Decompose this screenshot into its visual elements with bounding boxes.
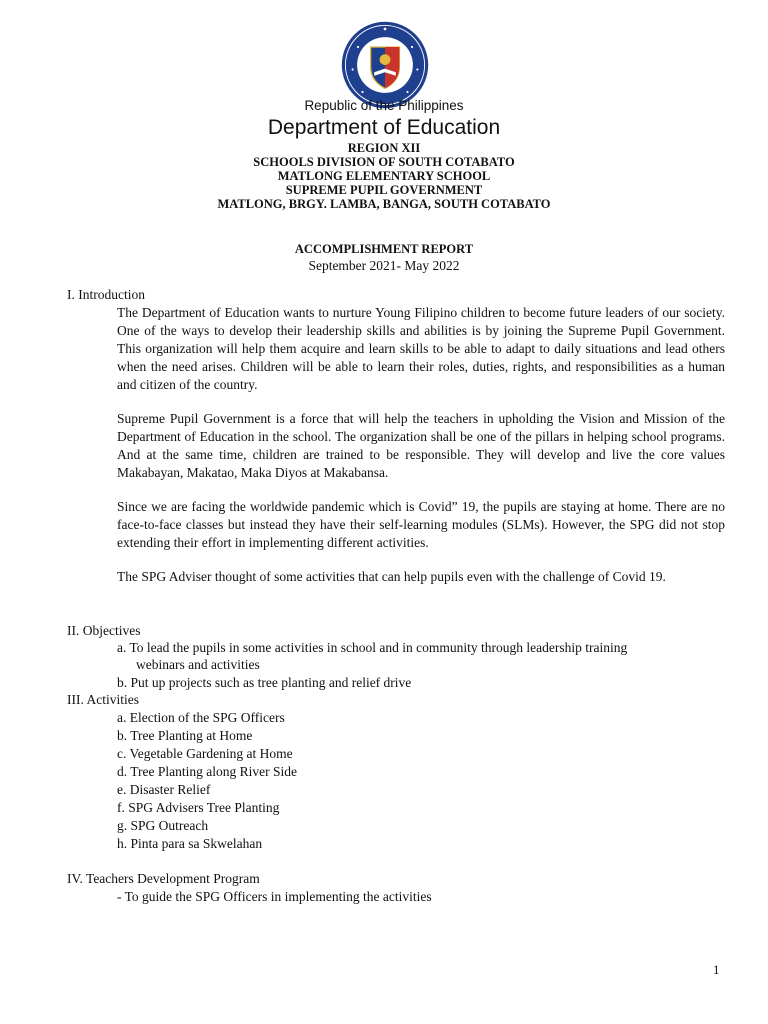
objective-item-continuation: webinars and activities: [136, 657, 260, 672]
objectives-heading: II. Objectives: [67, 623, 141, 638]
page-number: 1: [713, 962, 720, 977]
activity-item: a. Election of the SPG Officers: [117, 710, 285, 725]
activity-item: g. SPG Outreach: [117, 818, 209, 833]
report-period: September 2021- May 2022: [308, 258, 460, 273]
activity-item: d. Tree Planting along River Side: [117, 764, 297, 779]
teachers-development-item: - To guide the SPG Officers in implementing the activities: [117, 889, 432, 904]
introduction-heading: I. Introduction: [67, 287, 145, 302]
address-line: MATLONG, BRGY. LAMBA, BANGA, SOUTH COTABATO: [217, 197, 551, 211]
activity-item: c. Vegetable Gardening at Home: [117, 746, 293, 761]
activity-item: e. Disaster Relief: [117, 782, 211, 797]
deped-seal-logo: [340, 20, 430, 110]
objective-item: b. Put up projects such as tree planting and relief drive: [117, 675, 412, 690]
department-title: Department of Education: [267, 116, 501, 139]
intro-paragraph-3: Since we are facing the worldwide pandemic which is Covid” 19, the pupils are staying at home. There are no face-to-face classes but instead they have their self-learning modules (SLMs). However, the SPG did not stop extending their effort in implementing different activities.: [117, 499, 725, 550]
intro-paragraph-1: The Department of Education wants to nurture Young Filipino children to become future leaders of our society. One of the ways to develop their leadership skills and abilities is by joining the Supreme Pupil Government. This organization will help them acquire and learn skills to be able to adapt to daily situations and lead others when the need arises. Children will be able to learn their roles, duties, rights, and responsibilities as a human and citizen of the country.: [117, 305, 725, 392]
region-line: REGION XII: [347, 141, 421, 155]
republic-line: Republic of the Philippines: [304, 98, 464, 113]
report-title: ACCOMPLISHMENT REPORT: [294, 242, 474, 256]
activity-item: h. Pinta para sa Skwelahan: [117, 836, 263, 851]
school-line: MATLONG ELEMENTARY SCHOOL: [277, 169, 491, 183]
intro-paragraph-4: The SPG Adviser thought of some activities that can help pupils even with the challenge of Covid 19.: [117, 569, 666, 584]
activity-item: b. Tree Planting at Home: [117, 728, 253, 743]
teachers-development-heading: IV. Teachers Development Program: [67, 871, 260, 886]
activity-item: f. SPG Advisers Tree Planting: [117, 800, 280, 815]
intro-paragraph-2: Supreme Pupil Government is a force that will help the teachers in upholding the Vision and Mission of the Department of Education in the school. The organization shall be one of the pillars in helping school programs. And at the same time, children are trained to be responsible. They will develop and live the core values Makabayan, Makatao, Maka Diyos at Makabansa.: [117, 411, 725, 480]
division-line: SCHOOLS DIVISION OF SOUTH COTABATO: [253, 155, 515, 169]
objective-item: a. To lead the pupils in some activities in school and in community through leadership training: [117, 640, 628, 655]
activities-heading: III. Activities: [67, 692, 139, 707]
organization-line: SUPREME PUPIL GOVERNMENT: [285, 183, 483, 197]
